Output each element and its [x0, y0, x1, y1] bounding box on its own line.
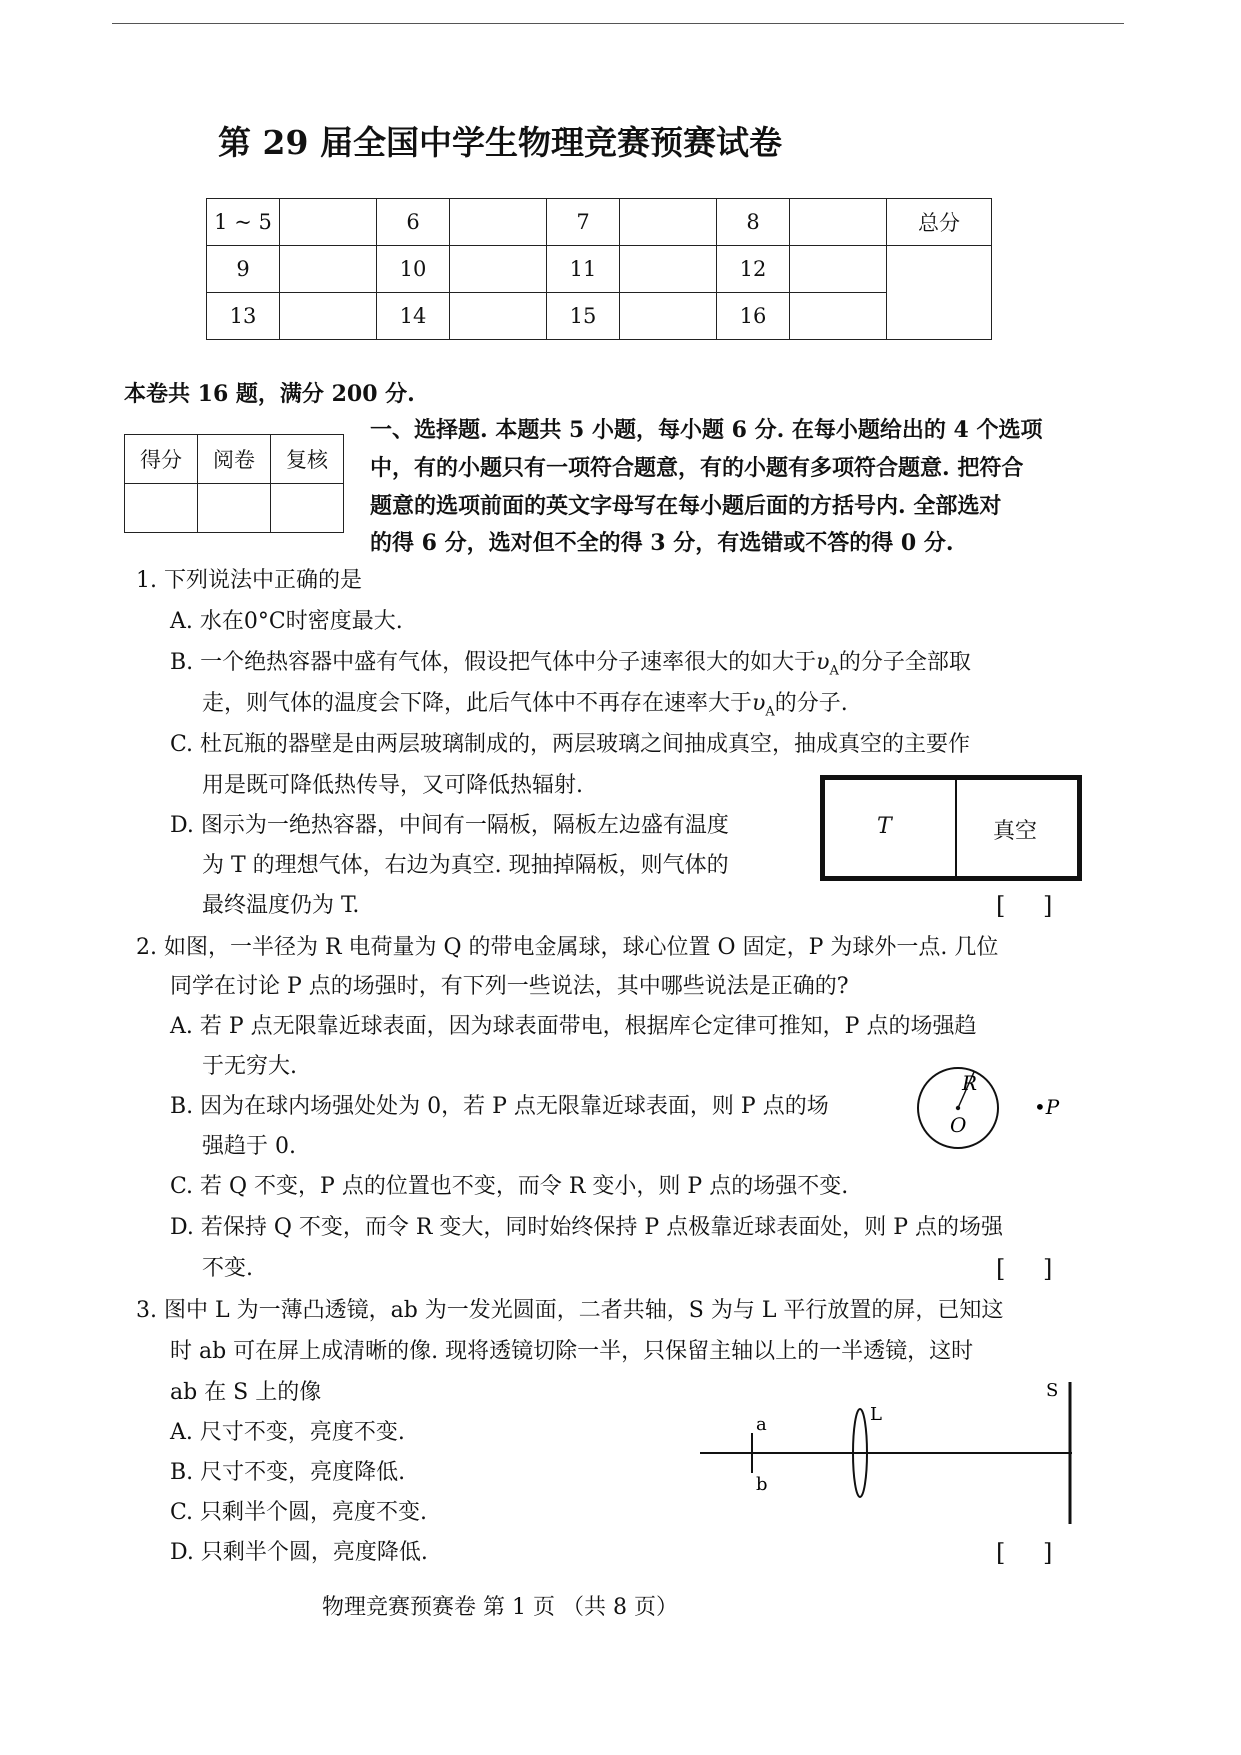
q3-option-b: B. 尺寸不变，亮度降低.: [170, 1460, 406, 1485]
score-label: 10: [377, 246, 450, 293]
q2-option-d-line2: 不变.: [202, 1256, 253, 1281]
score-label: 14: [377, 293, 450, 340]
top-rule: [112, 23, 1124, 24]
review-table: [124, 434, 344, 533]
score-cell: [790, 246, 887, 293]
score-row: [207, 293, 992, 340]
review-header: 阅卷: [198, 435, 271, 484]
score-label: 7: [547, 199, 620, 246]
radius-label: R: [962, 1071, 978, 1095]
container-figure: [820, 775, 1082, 881]
review-header-row: [125, 435, 344, 484]
page-title: 第 29 届全国中学生物理竞赛预赛试卷: [218, 123, 782, 162]
score-label: 9: [207, 246, 280, 293]
q2-option-a-line2: 于无穷大.: [202, 1054, 297, 1079]
score-label: 8: [717, 199, 790, 246]
q1-option-c-line2: 用是既可降低热传导，又可降低热辐射.: [202, 773, 583, 798]
q1-option-b-line2: 走，则气体的温度会下降，此后气体中不再存在速率大于$\upsilon_A$的分子.: [202, 691, 848, 720]
section-intro-line: 中，有的小题只有一项符合题意，有的小题有多项符合题意. 把符合: [370, 455, 1024, 481]
point-p-label: •P: [1034, 1095, 1060, 1119]
question-3-line3: ab 在 S 上的像: [170, 1380, 322, 1405]
q2-option-a-line1: A. 若 P 点无限靠近球表面，因为球表面带电，根据库仑定律可推知，P 点的场强趋: [170, 1014, 977, 1039]
center-point: [956, 1106, 960, 1110]
score-label: 6: [377, 199, 450, 246]
q2-option-b-line1: B. 因为在球内场强处处为 0，若 P 点无限靠近球表面，则 P 点的场: [170, 1094, 829, 1119]
page-footer: 物理竞赛预赛卷 第 1 页 （共 8 页）: [322, 1595, 678, 1620]
section-intro-line: 题意的选项前面的英文字母写在每小题后面的方括号内. 全部选对: [370, 493, 1002, 519]
score-cell: [790, 199, 887, 246]
object-label-a: a: [756, 1414, 767, 1435]
score-label: 12: [717, 246, 790, 293]
review-blank-row: [125, 484, 344, 533]
review-header: 复核: [271, 435, 344, 484]
question-3-line2: 时 ab 可在屏上成清晰的像. 现将透镜切除一半，只保留主轴以上的一半透镜，这时: [170, 1339, 974, 1364]
question-2-line2: 同学在讨论 P 点的场强时，有下列一些说法，其中哪些说法是正确的?: [170, 974, 849, 999]
section-intro-line: 一、选择题. 本题共 5 小题，每小题 6 分. 在每小题给出的 4 个选项: [370, 417, 1043, 443]
score-cell: [620, 293, 717, 340]
score-cell: [620, 199, 717, 246]
total-label: 总分: [887, 199, 992, 246]
score-label: 15: [547, 293, 620, 340]
score-cell: [280, 199, 377, 246]
question-3-line1: 3. 图中 L 为一薄凸透镜，ab 为一发光圆面，二者共轴，S 为与 L 平行放置的屏，已知这: [136, 1298, 1004, 1323]
q3-answer-bracket: [ ]: [996, 1539, 1053, 1567]
q3-option-c: C. 只剩半个圆，亮度不变.: [170, 1500, 428, 1525]
score-label: 11: [547, 246, 620, 293]
q1-option-a: A. 水在0°C时密度最大.: [170, 609, 403, 634]
q2-answer-bracket: [ ]: [996, 1255, 1053, 1283]
q3-option-a: A. 尺寸不变，亮度不变.: [170, 1420, 405, 1445]
q1-option-c-line1: C. 杜瓦瓶的器壁是由两层玻璃制成的，两层玻璃之间抽成真空，抽成真空的主要作: [170, 732, 971, 757]
review-cell: [271, 484, 344, 533]
score-cell: [280, 246, 377, 293]
q1-option-d-line1: D. 图示为一绝热容器，中间有一隔板，隔板左边盛有温度: [170, 813, 729, 838]
score-cell: [790, 293, 887, 340]
screen-label: S: [1046, 1380, 1059, 1401]
gas-temperature-label: T: [877, 814, 892, 839]
score-label: 13: [207, 293, 280, 340]
score-cell: [280, 293, 377, 340]
total-score-cell: [887, 246, 992, 340]
object-label-b: b: [756, 1474, 768, 1495]
score-cell: [620, 246, 717, 293]
partition-line: [955, 780, 957, 876]
q2-option-d-line1: D. 若保持 Q 不变，而令 R 变大，同时始终保持 P 点极靠近球表面处，则 P 点的场强: [170, 1215, 1003, 1240]
vacuum-label: 真空: [993, 819, 1038, 844]
review-cell: [125, 484, 198, 533]
score-cell: [450, 199, 547, 246]
q1-option-b-line1: B. 一个绝热容器中盛有气体，假设把气体中分子速率很大的如大于$\upsilon_A$的分子全部取: [170, 650, 971, 679]
lens-figure: [690, 1378, 1080, 1533]
score-cell: [450, 293, 547, 340]
score-row: [207, 246, 992, 293]
q2-option-c: C. 若 Q 不变，P 点的位置也不变，而令 R 变小，则 P 点的场强不变.: [170, 1174, 849, 1199]
lens-label: L: [870, 1404, 882, 1425]
q1-option-d-line2: 为 T 的理想气体，右边为真空. 现抽掉隔板，则气体的: [202, 853, 729, 878]
review-cell: [198, 484, 271, 533]
section-intro-line: 的得 6 分，选对但不全的得 3 分，有选错或不答的得 0 分.: [370, 530, 954, 556]
review-header: 得分: [125, 435, 198, 484]
sphere-figure: [912, 1058, 1062, 1158]
question-2-line1: 2. 如图，一半径为 R 电荷量为 Q 的带电金属球，球心位置 O 固定，P 为球外一点. 几位: [136, 935, 999, 960]
exam-summary: 本卷共 16 题，满分 200 分.: [124, 381, 415, 407]
question-1-stem: 1. 下列说法中正确的是: [136, 568, 362, 593]
q1-answer-bracket: [ ]: [996, 892, 1053, 920]
center-label: O: [950, 1113, 967, 1137]
q2-option-b-line2: 强趋于 0.: [202, 1134, 296, 1159]
score-label: 1 ~ 5: [207, 199, 280, 246]
score-cell: [450, 246, 547, 293]
q1-option-d-line3: 最终温度仍为 T.: [202, 893, 360, 918]
score-table: [206, 198, 992, 340]
q3-option-d: D. 只剩半个圆，亮度降低.: [170, 1540, 428, 1565]
score-row: [207, 199, 992, 246]
score-label: 16: [717, 293, 790, 340]
